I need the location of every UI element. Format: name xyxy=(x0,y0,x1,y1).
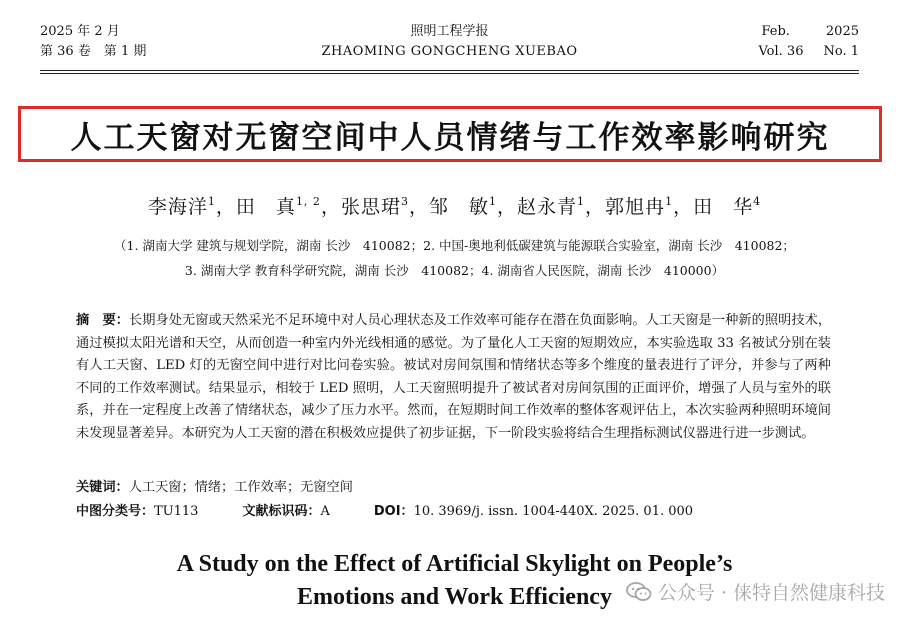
header-month-en: Feb. xyxy=(761,24,790,39)
header-center xyxy=(40,22,859,62)
author-name: 邹 敏 xyxy=(428,196,489,218)
journal-header xyxy=(40,22,859,62)
journal-name-cn: 照明工程学报 xyxy=(410,24,489,39)
english-title-line-1: A Study on the Effect of Artificial Skylight on People’s xyxy=(176,551,733,577)
author-affiliation-sup: 1 xyxy=(207,195,216,208)
watermark-text: 公众号 · 俫特自然健康科技 xyxy=(657,582,885,604)
abstract xyxy=(76,310,831,446)
author-list: 李海洋$^1$，田 真$^{1, 2}$，张思珺$^3$，邹 敏$^1$，赵永青$^1$，郭旭冉$^1$，田 华$^4$ xyxy=(147,195,762,218)
doi-value: 10. 3969/j. issn. 1004-440X. 2025. 01. 000 xyxy=(413,504,694,519)
abstract-text: 长期身处无窗或天然采光不足环境中对人员心理状态及工作效率可能存在潜在负面影响。人工天窗是一种新的照明技术，通过模拟太阳光谱和天空，从而创造一种室内外光线相通的感觉。为了量化人工天窗的短期效应，本实验选取 33 名被试分别在装有人工天窗、LED 灯的无窗空间中进行对比问卷实验。被试对房间氛围和情绪状态等多个维度的量表进行了评分，并参与了两种不同的工作效率测试。结果显示，相较于 LED 照明，人工天窗照明提升了被试者对房间氛围的正面评价，增强了人员与室外的联系，并在一定程度上改善了情绪状态，减少了压力水平。然而，在短期时间工作效率的整体客观评估上，本次实验两种照明环境间未发现显著差异。本研究为人工天窗的潜在积极效应提供了初步证据，下一阶段实验将结合生理指标测试仪器进行进一步测试。 xyxy=(76,313,832,441)
paper-title: 人工天窗对无窗空间中人员情绪与工作效率影响研究 xyxy=(70,119,830,156)
header-rule-top xyxy=(40,70,859,71)
wechat-icon xyxy=(626,582,652,602)
header-right xyxy=(758,22,859,62)
journal-name-pinyin: ZHAOMING GONGCHENG XUEBAO xyxy=(321,44,578,59)
author-affiliation-sup: 1 xyxy=(489,195,497,208)
author-affiliation-sup: 1 xyxy=(665,195,674,208)
doc-code-label: 文献标识码： xyxy=(242,504,321,519)
affiliation-line-1: （1. 湖南大学 建筑与规划学院，湖南 长沙 410082；2. 中国-奥地利低碳建筑与能源联合实验室，湖南 长沙 410082； xyxy=(114,238,795,253)
affiliation-line-2: 3. 湖南大学 教育科学研究院，湖南 长沙 410082；4. 湖南省人民医院，湖南 长沙 410000） xyxy=(184,263,725,278)
clc-value: TU113 xyxy=(154,504,199,519)
classification-line xyxy=(76,500,693,519)
title-highlight-box xyxy=(18,106,882,162)
keywords xyxy=(76,476,353,495)
doc-code-value: A xyxy=(320,504,330,519)
author-affiliation-sup: 1, 2 xyxy=(295,195,321,208)
english-title-line-2: Emotions and Work Efficiency xyxy=(297,584,612,610)
header-vol-en: Vol. 36 xyxy=(758,44,804,59)
author-affiliation-sup: 1 xyxy=(577,195,586,208)
author-name: 郭旭冉 xyxy=(605,196,666,218)
author-affiliation-sup: 3 xyxy=(400,195,409,208)
author-name: 田 华 xyxy=(693,196,754,218)
author-name: 赵永青 xyxy=(517,196,578,218)
clc-label: 中图分类号： xyxy=(76,504,155,519)
header-date: 2025 年 2 月 xyxy=(40,24,120,39)
keywords-label: 关键词： xyxy=(76,480,129,495)
header-volume-issue: 第 36 卷 第 1 期 xyxy=(40,44,147,59)
abstract-label: 摘 要： xyxy=(76,313,129,328)
header-no-en: No. 1 xyxy=(823,44,859,59)
doi-label: DOI： xyxy=(373,504,414,519)
author-name: 张思珺 xyxy=(340,196,401,218)
header-rule-bottom xyxy=(40,73,859,74)
wechat-watermark xyxy=(626,578,885,605)
author-affiliation-sup: 4 xyxy=(753,195,762,208)
author-name: 李海洋 xyxy=(147,196,208,218)
keywords-text: 人工天窗；情绪；工作效率；无窗空间 xyxy=(128,480,353,495)
author-name: 田 真 xyxy=(235,196,296,218)
header-year-en: 2025 xyxy=(825,24,859,39)
